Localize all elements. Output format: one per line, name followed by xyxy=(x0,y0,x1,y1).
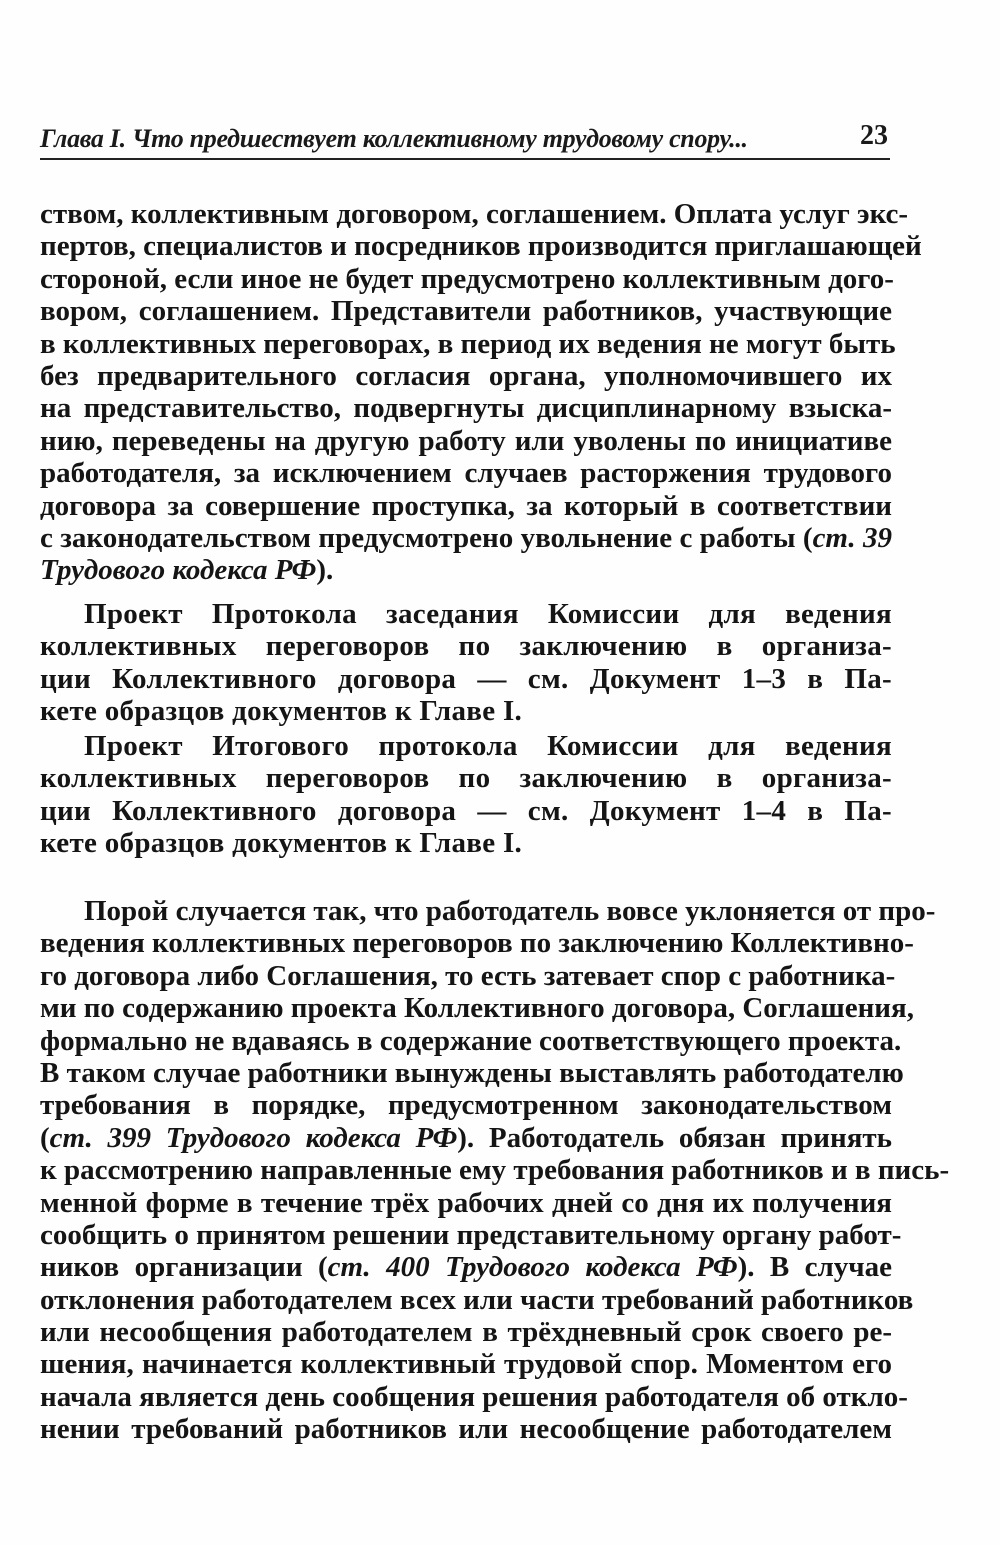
law-reference: ст. 400 Трудового кодекса РФ xyxy=(327,1251,738,1284)
text-line: сообщить о принятом решении представительному органу работ- xyxy=(40,1218,902,1251)
text-line xyxy=(40,1122,892,1154)
text-line xyxy=(40,522,892,554)
heading-line: коллективных переговоров по заключению в организа- xyxy=(40,762,892,795)
text-line: на представительство, подвергнуты дисциплинарному взыска- xyxy=(40,392,892,425)
text-line: шения, начинается коллективный трудовой спор. Моментом его xyxy=(40,1348,892,1381)
text-line: нию, переведены на другую работу или уволены по инициативе xyxy=(40,424,892,457)
document-reference-heading xyxy=(40,730,892,860)
text-line xyxy=(40,1251,892,1283)
text-line: отклонения работодателем всех или части требований работников xyxy=(40,1283,914,1316)
law-reference: Трудового кодекса РФ xyxy=(40,554,317,587)
law-reference: ст. 39 xyxy=(812,521,892,554)
text-line: без предварительного согласия органа, уполномочившего их xyxy=(40,359,892,392)
text-line: вором, соглашением. Представители работников, участвующие xyxy=(40,295,892,328)
text-line: начала является день сообщения решения работодателя об откло- xyxy=(40,1380,908,1413)
text-line: стороной, если иное не будет предусмотрено коллективным дого- xyxy=(40,262,894,295)
text-line: или несообщения работодателем в трёхдневный срок своего ре- xyxy=(40,1316,892,1349)
running-header xyxy=(40,118,890,160)
heading-line: коллективных переговоров по заключению в организа- xyxy=(40,630,892,663)
law-reference: ст. 399 Трудового кодекса РФ xyxy=(49,1121,458,1154)
text-line: требования в порядке, предусмотренном законодательством xyxy=(40,1089,892,1122)
text-line: нении требований работников или несообщение работодателем xyxy=(40,1413,892,1446)
paragraph xyxy=(40,895,950,1446)
heading-line: кете образцов документов к Главе I. xyxy=(40,695,523,728)
text-line: ми по содержанию проекта Коллективного договора, Соглашения, xyxy=(40,992,914,1025)
text-line: Порой случается так, что работодатель вовсе уклоняется от про- xyxy=(84,895,936,927)
text-segment: ). Работодатель обязан принять xyxy=(457,1121,892,1154)
heading-line: Проект Протокола заседания Комиссии для ведения xyxy=(84,598,892,630)
text-segment: ). xyxy=(316,554,334,587)
running-title: Глава I. Что предшествует коллективному трудовому спору... xyxy=(40,124,748,153)
text-segment: ников организации ( xyxy=(40,1251,328,1284)
text-line: В таком случае работники вынуждены выставлять работодателю xyxy=(40,1056,904,1089)
text-line: ством, коллективным договором, соглашением. Оплата услуг экс- xyxy=(40,198,909,230)
text-line: менной форме в течение трёх рабочих дней со дня их получения xyxy=(40,1186,892,1219)
text-line xyxy=(40,554,892,586)
text-segment: ). В случае xyxy=(737,1251,893,1284)
text-line: ведения коллективных переговоров по заключению Коллективно- xyxy=(40,927,914,960)
text-segment: ( xyxy=(40,1121,50,1154)
heading-line: Проект Итогового протокола Комиссии для ведения xyxy=(84,730,892,762)
text-line: к рассмотрению направленные ему требования работников и в пись- xyxy=(40,1154,950,1187)
text-line: формально не вдаваясь в содержание соответствующего проекта. xyxy=(40,1024,902,1057)
text-line: работодателя, за исключением случаев расторжения трудового xyxy=(40,457,892,490)
text-line: пертов, специалистов и посредников производится приглашающей xyxy=(40,230,922,263)
heading-line: ции Коллективного договора — см. Документ 1–4 в Па- xyxy=(40,794,892,827)
heading-line: ции Коллективного договора — см. Документ 1–3 в Па- xyxy=(40,662,892,695)
text-line: договора за совершение проступка, за который в соответствии xyxy=(40,489,892,522)
text-segment: с законодательством предусмотрено увольнение с работы ( xyxy=(40,521,813,554)
heading-line: кете образцов документов к Главе I. xyxy=(40,827,523,860)
paragraph-continuation xyxy=(40,198,922,587)
document-reference-heading xyxy=(40,598,892,728)
page-number: 23 xyxy=(860,120,888,151)
text-line: го договора либо Соглашения, то есть затевает спор с работника- xyxy=(40,959,896,992)
text-line: в коллективных переговорах, в период их ведения не могут быть xyxy=(40,327,896,360)
